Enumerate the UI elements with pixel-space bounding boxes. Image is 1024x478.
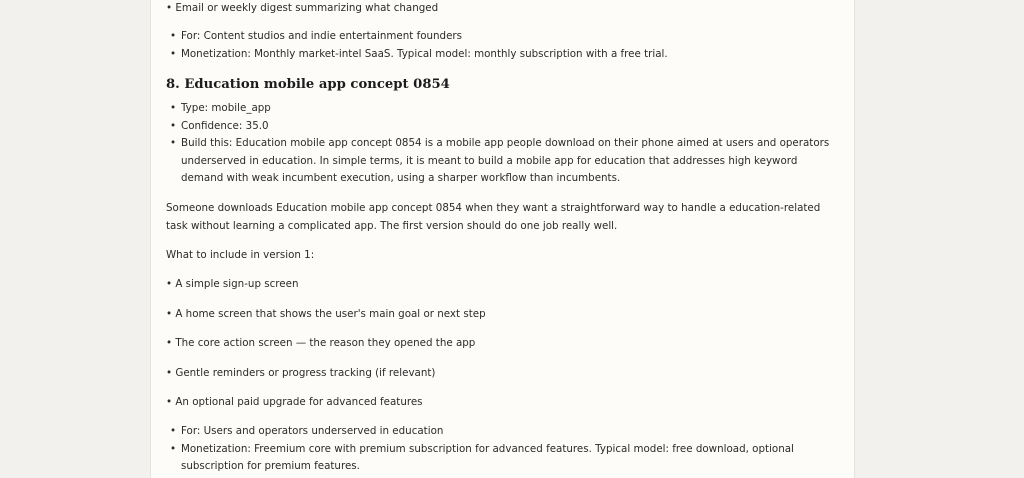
list-item: • Confidence: 35.0 — [170, 119, 269, 132]
version-one-label: What to include in version 1: — [166, 249, 315, 261]
list-item: • Monetization: Monthly market-intel SaaS. Typical model: monthly subscription with a free trial. — [170, 47, 668, 60]
document-page — [150, 0, 855, 478]
prev-item-bullet-list — [166, 28, 841, 63]
v1-item-reminders: • Gentle reminders or progress tracking (if relevant) — [166, 367, 436, 379]
list-item: • Monetization: Freemium core with premium subscription for advanced features. Typical model: free download, optional subscription for premium features. — [170, 442, 794, 472]
list-item: • Type: mobile_app — [170, 102, 271, 114]
v1-item-paid-upgrade: • An optional paid upgrade for advanced features — [166, 396, 423, 408]
v1-item-core-action: • The core action screen — the reason they opened the app — [166, 337, 476, 349]
footer-bullet-list — [166, 423, 834, 476]
list-item: • For: Users and operators underserved in education — [170, 425, 444, 437]
description-paragraph: Someone downloads Education mobile app concept 0854 when they want a straightforward way to handle a education-related task without learning a complicated app. The first version should do one job really well. — [166, 202, 821, 232]
digest-fragment-line: • Email or weekly digest summarizing what changed — [166, 2, 439, 14]
list-item: • For: Content studios and indie entertainment founders — [170, 30, 463, 42]
v1-item-home-screen: • A home screen that shows the user's main goal or next step — [166, 308, 486, 320]
v1-item-signup: • A simple sign-up screen — [166, 278, 299, 290]
section-bullet-list — [166, 100, 834, 188]
section-heading: 8. Education mobile app concept 0854 — [166, 77, 450, 92]
list-item: • Build this: Education mobile app concept 0854 is a mobile app people download on their phone aimed at users and operators underserved in education. In simple terms, it is meant to build a mobile app for education that addresses high keyword demand with weak incumbent execution, using a sharper workflow than incumbents. — [170, 137, 830, 184]
